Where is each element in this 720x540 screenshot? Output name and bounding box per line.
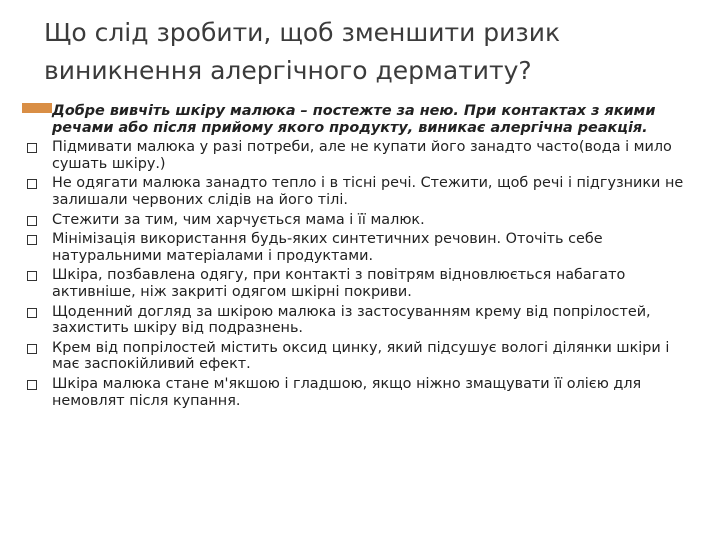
- list-item: [22, 103, 698, 136]
- square-bullet-icon: [22, 267, 52, 283]
- list-item: [22, 231, 698, 264]
- square-bullet-icon: [22, 340, 52, 356]
- slide-title: Що слід зробити, щоб зменшити ризик виникнення алергічного дерматиту?: [44, 18, 561, 85]
- square-bullet-icon: [22, 231, 52, 247]
- list-item-text: Шкіра, позбавлена одягу, при контакті з повітрям відновлюється набагато активніше, ніж закриті одягом шкірні покриви.: [52, 267, 626, 300]
- list-item: [22, 304, 698, 337]
- list-item-text: Шкіра малюка стане м'якшою і гладшою, якщо ніжно змащувати її олією для немовлят після купання.: [52, 375, 642, 409]
- list-item-text: Добре вивчіть шкіру малюка – постежте за нею. При контактах з якими речами або після прийому якого продукту, виникає алергічна реакція.: [52, 103, 656, 136]
- square-bullet-icon: [22, 376, 52, 392]
- bullet-list: [22, 103, 698, 412]
- list-item-text: Мінімізація використання будь-яких синтетичних речовин. Оточіть себе натуральними матеріалами і продуктами.: [52, 231, 603, 264]
- square-bullet-icon: [22, 304, 52, 320]
- list-item: [22, 340, 698, 373]
- square-bullet-icon: [22, 212, 52, 228]
- list-item: [22, 139, 698, 172]
- list-item: [22, 175, 698, 208]
- square-bullet-icon: [22, 139, 52, 155]
- list-item: [22, 212, 698, 229]
- lead-marker: [22, 103, 52, 119]
- list-item-text: Щоденний догляд за шкірою малюка із застосуванням крему від попрілостей, захистить шкіру від подразнень.: [52, 303, 651, 337]
- square-bullet-icon: [22, 175, 52, 191]
- list-item: [22, 376, 698, 409]
- list-item-text: Підмивати малюка у разі потреби, але не купати його занадто часто(вода і мило сушать шкіру.): [52, 139, 672, 172]
- list-item: [22, 267, 698, 300]
- list-item-text: Стежити за тим, чим харчується мама і її малюк.: [52, 211, 425, 228]
- list-item-text: Не одягати малюка занадто тепло і в тісні речі. Стежити, щоб речі і підгузники не залишали червоних слідів на його тілі.: [52, 175, 684, 208]
- list-item-text: Крем від попрілостей містить оксид цинку, який підсушує вологі ділянки шкіри і має заспокійливий ефект.: [52, 339, 670, 373]
